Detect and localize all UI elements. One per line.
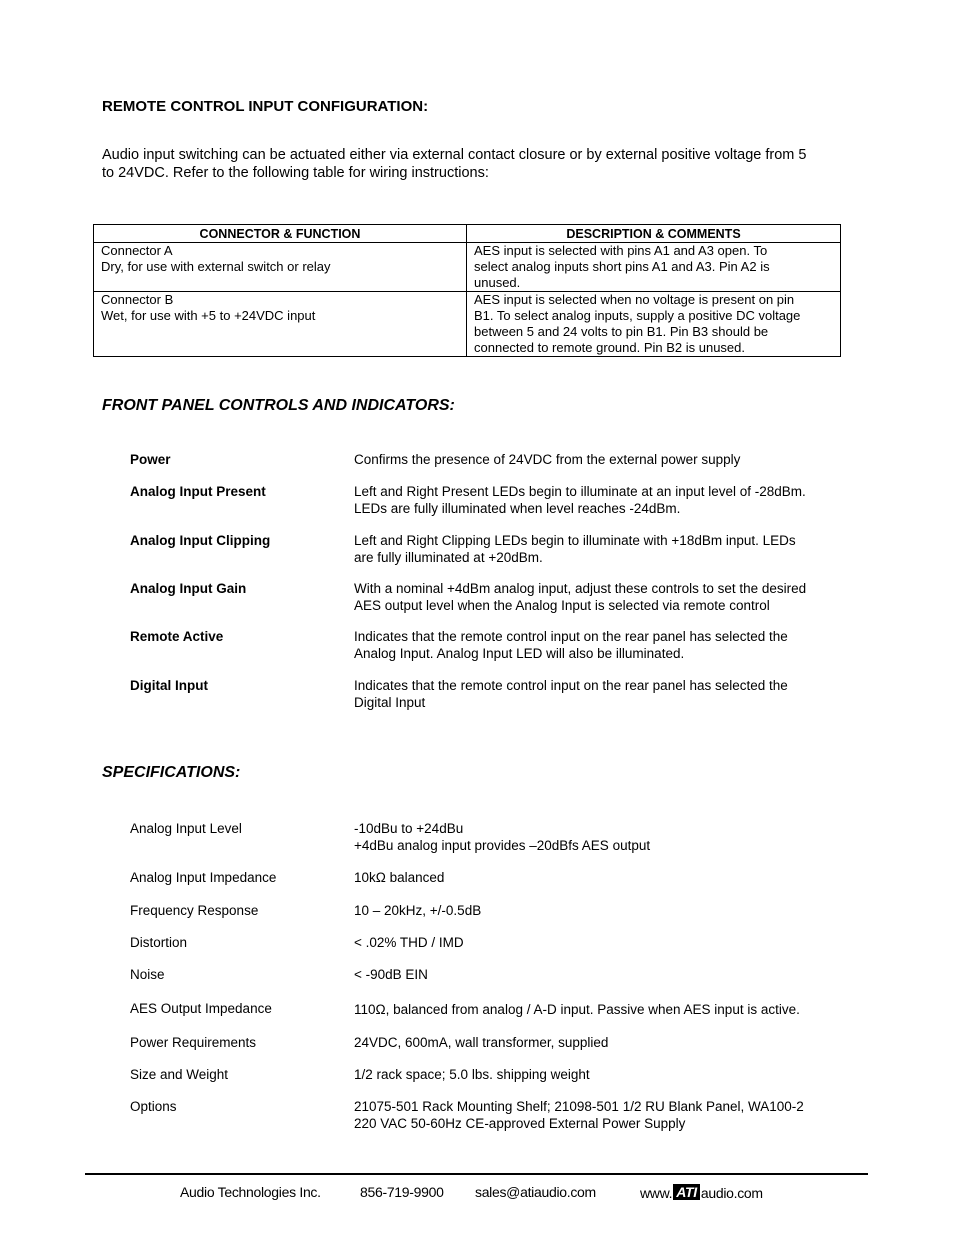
table-row	[94, 292, 841, 357]
wiring-table	[93, 224, 841, 357]
column-header-connector: CONNECTOR & FUNCTION	[94, 225, 467, 243]
cell-line: unused.	[474, 275, 521, 290]
cell-line: select analog inputs short pins A1 and A3. Pin A2 is	[474, 259, 770, 274]
cell-line: connected to remote ground. Pin B2 is unused.	[474, 340, 746, 355]
value-line: 220 VAC 50-60Hz CE-approved External Power Supply	[354, 1115, 686, 1131]
value-line: 10kΩ balanced	[354, 870, 445, 885]
value-line: < .02% THD / IMD	[354, 935, 464, 950]
cell-line: Wet, for use with +5 to +24VDC input	[101, 308, 316, 323]
front-panel-desc	[354, 581, 806, 614]
description-cell	[467, 243, 841, 292]
footer-divider	[85, 1173, 868, 1175]
cell-line: AES input is selected when no voltage is present on pin	[474, 292, 795, 307]
front-panel-label: Power	[130, 452, 171, 467]
spec-value	[354, 967, 428, 984]
cell-line: B1. To select analog inputs, supply a positive DC voltage	[474, 308, 801, 323]
value-line: < -90dB EIN	[354, 967, 428, 982]
connector-cell	[94, 292, 467, 357]
column-header-description: DESCRIPTION & COMMENTS	[467, 225, 841, 243]
remote-config-heading: REMOTE CONTROL INPUT CONFIGURATION:	[102, 98, 429, 115]
front-panel-desc	[354, 452, 740, 469]
footer-website[interactable]	[640, 1184, 763, 1201]
cell-line: Dry, for use with external switch or relay	[101, 259, 331, 274]
front-panel-desc	[354, 484, 806, 517]
spec-value	[354, 1099, 804, 1132]
table-row	[94, 243, 841, 292]
front-panel-label: Analog Input Gain	[130, 581, 247, 596]
front-panel-label: Remote Active	[130, 629, 224, 644]
specifications-heading: SPECIFICATIONS:	[102, 764, 241, 781]
website-suffix: audio.com	[700, 1185, 763, 1201]
front-panel-label: Analog Input Clipping	[130, 533, 271, 548]
front-panel-label: Digital Input	[130, 678, 208, 693]
desc-line: With a nominal +4dBm analog input, adjust these controls to set the desired	[354, 581, 807, 596]
website-prefix: www.	[640, 1185, 673, 1201]
spec-label: Distortion	[130, 935, 188, 950]
spec-label: Power Requirements	[130, 1035, 257, 1050]
front-panel-heading: FRONT PANEL CONTROLS AND INDICATORS:	[102, 397, 455, 414]
footer-company: Audio Technologies Inc.	[180, 1184, 321, 1200]
desc-line: Analog Input. Analog Input LED will also be illuminated.	[354, 645, 685, 661]
front-panel-label: Analog Input Present	[130, 484, 266, 499]
value-line: 1/2 rack space; 5.0 lbs. shipping weight	[354, 1067, 590, 1082]
desc-line: Digital Input	[354, 694, 426, 710]
desc-line: Left and Right Present LEDs begin to illuminate at an input level of -28dBm.	[354, 484, 806, 499]
front-panel-desc	[354, 678, 788, 711]
cell-line: AES input is selected with pins A1 and A3 open. To	[474, 243, 768, 258]
desc-line: Confirms the presence of 24VDC from the external power supply	[354, 452, 741, 467]
spec-value	[354, 1067, 590, 1084]
table-header-row	[94, 225, 841, 243]
value-line: 21075-501 Rack Mounting Shelf; 21098-501 1/2 RU Blank Panel, WA100-2	[354, 1099, 804, 1114]
front-panel-desc	[354, 533, 796, 566]
spec-label: Options	[130, 1099, 177, 1114]
connector-cell	[94, 243, 467, 292]
footer-email[interactable]: sales@atiaudio.com	[475, 1184, 596, 1200]
value-line: 24VDC, 600mA, wall transformer, supplied	[354, 1035, 609, 1050]
spec-label: Noise	[130, 967, 165, 982]
ati-logo-icon: ATI	[673, 1184, 700, 1200]
spec-value	[354, 1002, 800, 1019]
spec-value	[354, 821, 650, 854]
spec-label: Analog Input Level	[130, 821, 242, 836]
desc-line: Left and Right Clipping LEDs begin to illuminate with +18dBm input. LEDs	[354, 533, 796, 548]
cell-line: Connector B	[101, 292, 174, 307]
desc-line: LEDs are fully illuminated when level reaches -24dBm.	[354, 500, 681, 516]
spec-value	[354, 935, 464, 952]
cell-line: Connector A	[101, 243, 173, 258]
spec-value	[354, 870, 444, 887]
remote-config-paragraph	[102, 146, 806, 182]
spec-label: Size and Weight	[130, 1067, 229, 1082]
footer-phone: 856-719-9900	[360, 1184, 444, 1200]
paragraph-line: to 24VDC. Refer to the following table for wiring instructions:	[102, 165, 489, 181]
value-line: -10dBu to +24dBu	[354, 821, 464, 836]
spec-label: Analog Input Impedance	[130, 870, 277, 885]
value-line: 10 – 20kHz, +/-0.5dB	[354, 903, 482, 918]
cell-line: between 5 and 24 volts to pin B1. Pin B3 should be	[474, 324, 769, 339]
paragraph-line: Audio input switching can be actuated either via external contact closure or by external positive voltage from 5	[102, 147, 807, 163]
desc-line: Indicates that the remote control input on the rear panel has selected the	[354, 629, 788, 644]
desc-line: Indicates that the remote control input on the rear panel has selected the	[354, 678, 788, 693]
description-cell	[467, 292, 841, 357]
front-panel-desc	[354, 629, 788, 662]
spec-value	[354, 1035, 608, 1052]
spec-label: AES Output Impedance	[130, 1001, 272, 1016]
value-line: +4dBu analog input provides –20dBfs AES output	[354, 837, 651, 853]
spec-label: Frequency Response	[130, 903, 259, 918]
desc-line: AES output level when the Analog Input is selected via remote control	[354, 597, 770, 613]
value-line: 110Ω, balanced from analog / A-D input. Passive when AES input is active.	[354, 1002, 800, 1017]
spec-value	[354, 903, 481, 920]
desc-line: are fully illuminated at +20dBm.	[354, 549, 543, 565]
